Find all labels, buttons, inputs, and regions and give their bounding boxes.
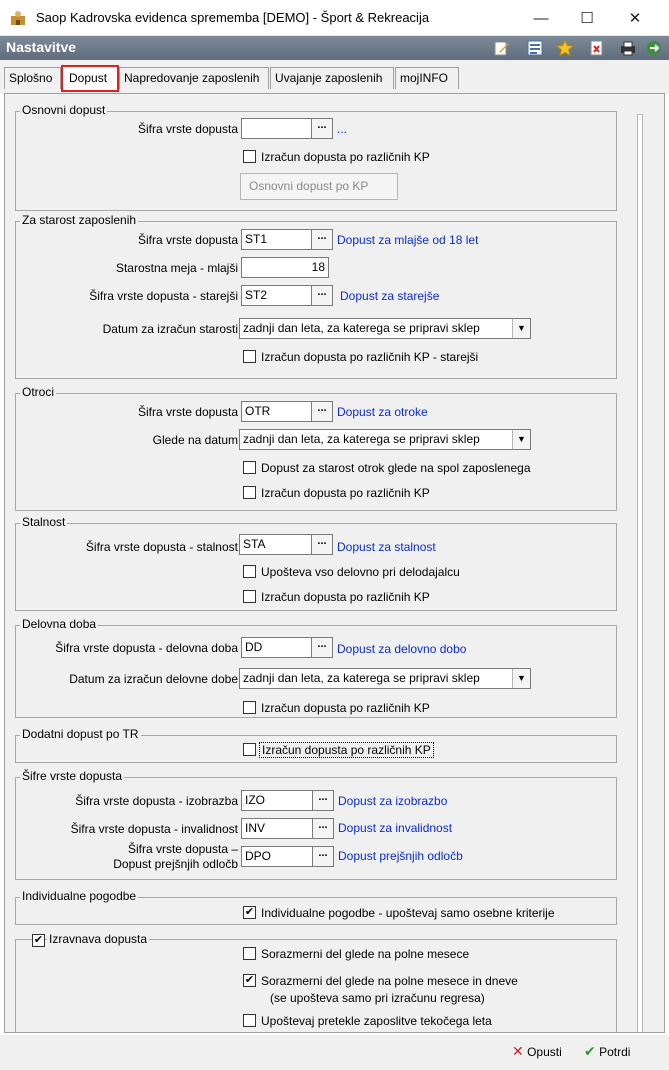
list-icon[interactable]	[526, 39, 544, 57]
lookup-button[interactable]: ...	[311, 118, 333, 139]
field-label: Dopust prejšnjih odločb	[113, 857, 238, 871]
sifra-input[interactable]: STA	[239, 534, 313, 555]
izravnava-checkbox[interactable]: ✔	[33, 934, 44, 946]
tab-napredovanje[interactable]: Napredovanje zaposlenih	[119, 67, 269, 89]
settings-header	[0, 36, 669, 60]
checkbox-label: Izračun dopusta po različnih KP - starejši	[261, 350, 479, 364]
sifra-input[interactable]: IZO	[241, 790, 314, 811]
close-icon: ✕	[512, 1043, 524, 1059]
checkbox[interactable]	[243, 565, 256, 578]
cancel-label: Opusti	[527, 1045, 562, 1059]
checkbox[interactable]	[243, 947, 256, 960]
delete-icon[interactable]	[588, 39, 606, 57]
field-label: Datum za izračun delovne dobe	[69, 672, 238, 686]
checkbox-label: Dopust za starost otrok glede na spol zaposlenega	[261, 461, 531, 475]
checkbox-label: Sorazmerni del glede na polne mesece in dneve	[261, 974, 518, 988]
lookup-button[interactable]: ...	[311, 401, 333, 422]
checkbox-label: Individualne pogodbe - upoštevaj samo osebne kriterije	[261, 906, 555, 920]
sifra-input[interactable]	[241, 118, 313, 139]
chevron-down-icon: ▼	[512, 430, 530, 449]
checkbox[interactable]: ✔	[244, 974, 255, 986]
select-value: zadnji dan leta, za katerega se pripravi sklep	[243, 321, 480, 335]
sifra-input[interactable]: INV	[241, 818, 314, 839]
lookup-button[interactable]: ...	[312, 790, 334, 811]
sifra-description: Dopust za invalidnost	[338, 821, 453, 835]
checkbox[interactable]: ✔	[244, 906, 255, 918]
group-title: Šifre vrste dopusta	[22, 769, 123, 783]
sifra-input[interactable]: DD	[241, 637, 313, 658]
sifra-description: Dopust za delovno dobo	[337, 642, 467, 656]
checkbox[interactable]	[243, 590, 256, 603]
group-title: Izravnava dopusta	[49, 932, 148, 946]
group-title: Delovna doba	[22, 617, 97, 631]
maximize-button[interactable]: ☐	[580, 10, 594, 27]
export-icon[interactable]	[645, 39, 663, 57]
lookup-button[interactable]: ...	[311, 229, 333, 250]
checkbox[interactable]	[243, 150, 256, 163]
sifra-description: ...	[337, 122, 348, 136]
tab-splosno[interactable]: Splošno	[4, 67, 61, 89]
close-button[interactable]: ✕	[628, 10, 642, 27]
print-icon[interactable]	[619, 39, 637, 57]
sifra-description: Dopust za otroke	[337, 405, 428, 419]
tab-dopust[interactable]: Dopust	[61, 65, 119, 92]
group-title: Individualne pogodbe	[22, 889, 137, 903]
checkbox-label: Sorazmerni del glede na polne mesece	[261, 947, 470, 961]
field-label: Šifra vrste dopusta - delovna doba	[55, 641, 238, 655]
sifra-description: Dopust za starejše	[340, 289, 440, 303]
sifra-description: Dopust za stalnost	[337, 540, 436, 554]
field-label: Šifra vrste dopusta - starejši	[89, 289, 238, 303]
checkbox[interactable]	[243, 1014, 256, 1027]
lookup-button[interactable]: ...	[312, 846, 334, 867]
star-icon[interactable]	[556, 39, 574, 57]
field-label: Šifra vrste dopusta –	[127, 842, 238, 856]
checkbox[interactable]	[243, 743, 256, 756]
lookup-button[interactable]: ...	[311, 534, 333, 555]
sifra-input[interactable]: ST1	[241, 229, 313, 250]
field-label: Šifra vrste dopusta - izobrazba	[75, 794, 238, 808]
field-label: Glede na datum	[152, 433, 238, 447]
check-icon: ✔	[584, 1043, 596, 1059]
sifra-description: Dopust za mlajše od 18 let	[337, 233, 479, 247]
field-label: Šifra vrste dopusta - stalnost	[85, 540, 238, 554]
checkbox-label: Upošteva vso delovno pri delodajalcu	[261, 565, 460, 579]
checkbox[interactable]	[243, 486, 256, 499]
confirm-label: Potrdi	[599, 1045, 631, 1059]
checkbox-label: Upoštevaj pretekle zaposlitve tekočega leta	[261, 1014, 492, 1028]
field-label: Starostna meja - mlajši	[115, 261, 238, 275]
field-label: Šifra vrste dopusta	[137, 405, 238, 419]
cancel-button[interactable]	[512, 1043, 562, 1060]
chevron-down-icon: ▼	[512, 319, 530, 338]
window-title: Saop Kadrovska evidenca sprememba [DEMO] - Šport & Rekreacija	[36, 10, 430, 25]
vertical-scrollbar[interactable]	[637, 114, 643, 1033]
sifra-input[interactable]: ST2	[241, 285, 313, 306]
checkbox[interactable]	[243, 350, 256, 363]
age-limit-input[interactable]: 18	[241, 257, 329, 278]
lookup-button[interactable]: ...	[312, 818, 334, 839]
tab-uvajanje[interactable]: Uvajanje zaposlenih	[270, 67, 394, 89]
checkbox-sublabel: (se upošteva samo pri izračunu regresa)	[270, 991, 485, 1005]
field-label: Šifra vrste dopusta	[137, 233, 238, 247]
osnovni-dopust-kp-button[interactable]	[240, 173, 398, 200]
select-value: zadnji dan leta, za katerega se pripravi sklep	[243, 671, 480, 685]
date-select[interactable]	[239, 668, 531, 689]
checkbox-label: Izračun dopusta po različnih KP	[261, 701, 430, 715]
app-icon	[9, 9, 27, 27]
group-title: Otroci	[22, 385, 55, 399]
field-label: Datum za izračun starosti	[102, 322, 238, 336]
edit-icon[interactable]	[493, 39, 511, 57]
chevron-down-icon: ▼	[512, 669, 530, 688]
tab-bar	[0, 60, 669, 94]
title-bar	[0, 0, 669, 36]
lookup-button[interactable]: ...	[311, 637, 333, 658]
checkbox[interactable]	[243, 701, 256, 714]
confirm-button[interactable]	[584, 1043, 630, 1060]
lookup-button[interactable]: ...	[311, 285, 333, 306]
group-title: Osnovni dopust	[22, 103, 106, 117]
date-select[interactable]	[239, 429, 531, 450]
sifra-input[interactable]: OTR	[241, 401, 313, 422]
field-label: Šifra vrste dopusta	[137, 122, 238, 136]
checkbox[interactable]	[243, 461, 256, 474]
footer	[0, 1035, 669, 1070]
group-title: Dodatni dopust po TR	[22, 727, 139, 741]
header-title: Nastavitve	[6, 39, 77, 55]
sifra-description: Dopust prejšnjih odločb	[338, 849, 463, 863]
group-title: Stalnost	[22, 515, 66, 529]
tab-mojinfo[interactable]: mojINFO	[395, 67, 459, 89]
settings-panel	[4, 93, 665, 1033]
checkbox-label: Izračun dopusta po različnih KP	[261, 486, 430, 500]
button-label: Osnovni dopust po KP	[249, 179, 369, 193]
checkbox-label: Izračun dopusta po različnih KP	[259, 742, 434, 758]
sifra-input[interactable]: DPO	[241, 846, 314, 867]
date-select[interactable]	[239, 318, 531, 339]
minimize-button[interactable]: —	[533, 9, 549, 27]
checkbox-label: Izračun dopusta po različnih KP	[261, 590, 430, 604]
select-value: zadnji dan leta, za katerega se pripravi sklep	[243, 432, 480, 446]
sifra-description: Dopust za izobrazbo	[338, 794, 448, 808]
checkbox-label: Izračun dopusta po različnih KP	[261, 150, 430, 164]
field-label: Šifra vrste dopusta - invalidnost	[70, 822, 238, 836]
divider	[239, 1032, 333, 1033]
group-title: Za starost zaposlenih	[22, 213, 137, 227]
